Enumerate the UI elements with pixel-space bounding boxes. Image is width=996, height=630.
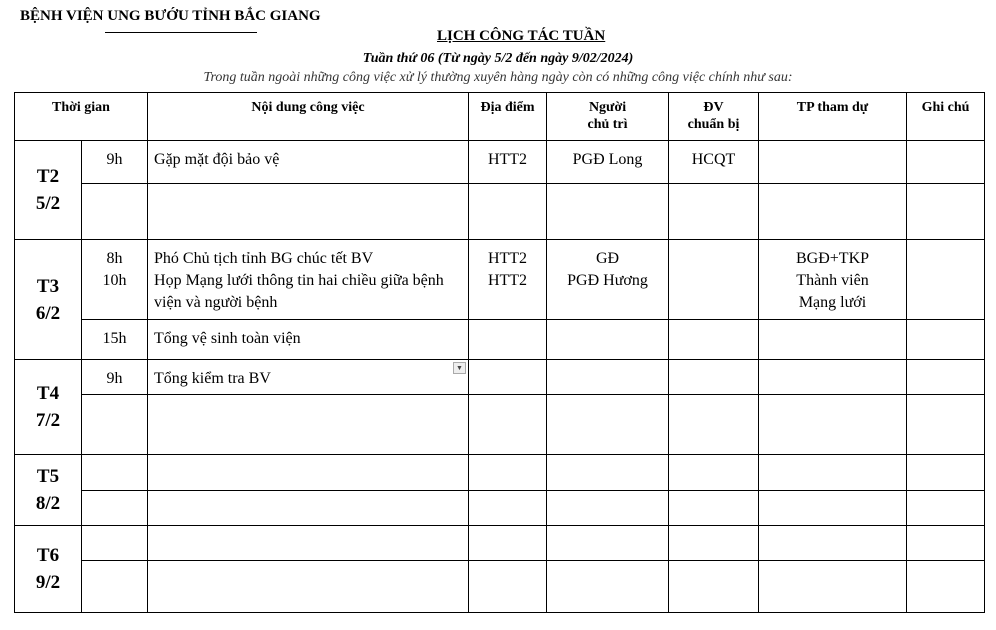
location-value: HTT2 — [487, 272, 528, 289]
week-subtitle: Tuần thứ 06 (Từ ngày 5/2 đến ngày 9/02/2024) — [362, 51, 634, 66]
day-cell-t2 — [15, 141, 82, 240]
table-row — [15, 184, 985, 240]
notes-cell — [907, 561, 985, 613]
host-cell — [547, 526, 669, 561]
prep-cell — [669, 360, 759, 395]
attendees-cell — [759, 395, 907, 455]
time-value: 10h — [102, 272, 127, 289]
host-header-line2: chủ trì — [587, 117, 628, 132]
prep-cell — [669, 491, 759, 526]
host-cell — [547, 240, 669, 320]
attendees-cell — [759, 141, 907, 184]
week-note: Trong tuần ngoài những công việc xử lý thường xuyên hàng ngày còn có những công việc chính như sau: — [203, 70, 793, 85]
day-name: T5 — [36, 466, 60, 487]
time-value: 8h — [106, 250, 123, 267]
host-cell — [547, 360, 669, 395]
content-cell — [148, 240, 469, 320]
host-cell — [547, 184, 669, 240]
prep-cell — [669, 320, 759, 360]
notes-cell — [907, 360, 985, 395]
location-cell: HTT2 — [469, 141, 547, 184]
day-date: 9/2 — [35, 572, 61, 593]
table-row — [15, 141, 985, 184]
time-cell — [82, 561, 148, 613]
time-cell — [82, 455, 148, 491]
table-row — [15, 491, 985, 526]
content-cell: Tổng vệ sinh toàn viện — [148, 320, 469, 360]
table-row — [15, 561, 985, 613]
col-header-location: Địa điểm — [469, 93, 547, 141]
prep-header-line2: chuẩn bị — [687, 117, 740, 132]
day-name: T4 — [36, 383, 60, 404]
col-header-attendees: TP tham dự — [759, 93, 907, 141]
attendees-cell — [759, 455, 907, 491]
content-line: Họp Mạng lưới thông tin hai chiều giữa bệnh viện và người bệnh — [154, 272, 444, 311]
time-cell — [82, 395, 148, 455]
notes-cell — [907, 240, 985, 320]
time-cell: 15h — [82, 320, 148, 360]
day-cell-t6 — [15, 526, 82, 613]
content-text: Tổng kiểm tra BV — [154, 370, 271, 387]
attendees-cell — [759, 526, 907, 561]
content-cell — [148, 395, 469, 455]
table-row — [15, 360, 985, 395]
location-cell — [469, 491, 547, 526]
col-header-content: Nội dung công việc — [148, 93, 469, 141]
notes-cell — [907, 320, 985, 360]
header-row — [15, 93, 985, 141]
notes-cell — [907, 455, 985, 491]
notes-cell — [907, 491, 985, 526]
attendees-cell — [759, 240, 907, 320]
time-cell — [82, 526, 148, 561]
content-cell — [148, 455, 469, 491]
day-date: 8/2 — [35, 493, 61, 514]
attendees-value: BGĐ+TKP — [796, 250, 870, 267]
host-cell: PGĐ Long — [547, 141, 669, 184]
attendees-value: Mạng lưới — [798, 294, 867, 311]
host-value: GĐ — [595, 250, 620, 267]
prep-cell — [669, 526, 759, 561]
day-cell-t4 — [15, 360, 82, 455]
location-cell — [469, 526, 547, 561]
location-cell — [469, 240, 547, 320]
schedule-table — [14, 92, 985, 613]
location-value: HTT2 — [487, 250, 528, 267]
prep-cell — [669, 240, 759, 320]
host-cell — [547, 455, 669, 491]
day-cell-t5 — [15, 455, 82, 526]
prep-header-line1: ĐV — [703, 100, 724, 115]
attendees-cell — [759, 360, 907, 395]
table-row — [15, 455, 985, 491]
host-value: PGĐ Hương — [567, 272, 648, 289]
day-date: 6/2 — [35, 302, 61, 324]
host-cell — [547, 395, 669, 455]
hospital-name: BỆNH VIỆN UNG BƯỚU TỈNH BẮC GIANG — [20, 8, 321, 24]
content-cell — [148, 491, 469, 526]
col-header-time: Thời gian — [15, 93, 148, 141]
table-row — [15, 320, 985, 360]
location-cell — [469, 455, 547, 491]
attendees-value: Thành viên — [796, 272, 869, 289]
attendees-cell — [759, 184, 907, 240]
content-cell[interactable] — [148, 360, 469, 395]
location-cell — [469, 561, 547, 613]
host-cell — [547, 491, 669, 526]
attendees-cell — [759, 491, 907, 526]
col-header-notes: Ghi chú — [907, 93, 985, 141]
notes-cell — [907, 141, 985, 184]
dropdown-arrow-icon[interactable]: ▼ — [453, 362, 466, 374]
time-cell — [82, 491, 148, 526]
col-header-host — [547, 93, 669, 141]
table-row — [15, 395, 985, 455]
time-cell: 9h — [82, 141, 148, 184]
day-date: 7/2 — [35, 410, 61, 431]
time-cell — [82, 240, 148, 320]
day-date: 5/2 — [35, 193, 61, 214]
table-row — [15, 240, 985, 320]
attendees-cell — [759, 320, 907, 360]
attendees-cell — [759, 561, 907, 613]
host-cell — [547, 320, 669, 360]
prep-cell — [669, 184, 759, 240]
content-cell — [148, 561, 469, 613]
host-cell — [547, 561, 669, 613]
notes-cell — [907, 184, 985, 240]
day-name: T6 — [36, 545, 60, 566]
notes-cell — [907, 395, 985, 455]
time-cell — [82, 184, 148, 240]
col-header-prep — [669, 93, 759, 141]
prep-cell: HCQT — [669, 141, 759, 184]
header-underline — [105, 32, 257, 33]
location-cell — [469, 395, 547, 455]
time-cell: 9h — [82, 360, 148, 395]
content-cell — [148, 184, 469, 240]
notes-cell — [907, 526, 985, 561]
content-line: Phó Chủ tịch tỉnh BG chúc tết BV — [154, 250, 374, 267]
day-name: T2 — [36, 166, 60, 187]
day-cell-t3 — [15, 240, 82, 360]
prep-cell — [669, 561, 759, 613]
table-row — [15, 526, 985, 561]
prep-cell — [669, 455, 759, 491]
page-title: LỊCH CÔNG TÁC TUẦN — [437, 28, 606, 44]
day-name: T3 — [36, 275, 60, 297]
location-cell — [469, 320, 547, 360]
content-cell — [148, 526, 469, 561]
content-cell: Gặp mặt đội bảo vệ — [148, 141, 469, 184]
location-cell — [469, 360, 547, 395]
location-cell — [469, 184, 547, 240]
host-header-line1: Người — [588, 100, 627, 115]
prep-cell — [669, 395, 759, 455]
